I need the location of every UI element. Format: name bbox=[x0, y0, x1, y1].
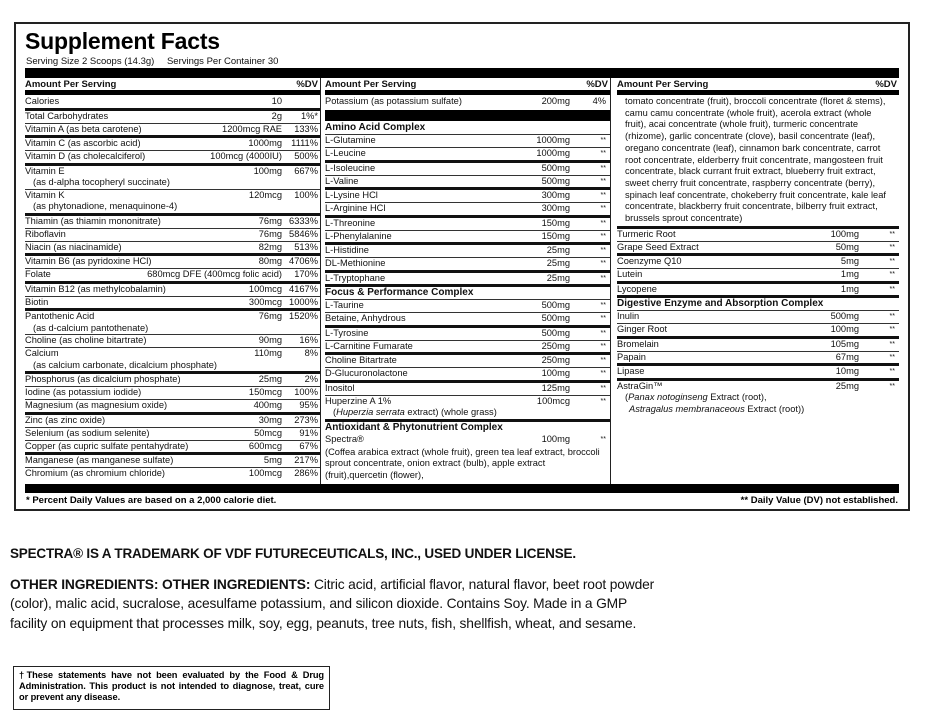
nutrient-amount: 25mg bbox=[546, 258, 570, 268]
footnote-dv-not-established: ** Daily Value (DV) not established. bbox=[740, 495, 898, 506]
nutrient-dv: 273% bbox=[294, 414, 318, 425]
latin-name: Huperzia serrata bbox=[336, 407, 405, 417]
nutrient-dv: 1520% bbox=[289, 311, 318, 321]
nutrient-amount: 1200mcg RAE bbox=[222, 123, 282, 134]
nutrient-name: D-Glucuronolactone bbox=[325, 368, 408, 378]
nutrient-dv: ** bbox=[889, 353, 895, 361]
nutrient-dv: 16% bbox=[299, 335, 318, 345]
nutrient-row bbox=[25, 166, 320, 190]
nutrient-dv: ** bbox=[600, 315, 606, 322]
other-ingredients-text: Citric acid, artificial flavor, natural flavor, beet root powder (color), malic acid, sucralose, acesulfame potassium, and silicon dioxide. Contains Soy. Made in a GMP facility on equipment that processes milk, soy, egg, peanuts, tree nuts, fish, shellfish, wheat, and sesame. bbox=[10, 577, 655, 631]
section-title-digestive: Digestive Enzyme and Absorption Complex bbox=[617, 298, 899, 311]
nutrient-amount: 50mg bbox=[835, 241, 859, 252]
nutrient-amount: 500mg bbox=[830, 311, 859, 322]
nutrient-row bbox=[25, 269, 320, 284]
nutrient-amount: 1000mg bbox=[248, 138, 282, 148]
nutrient-amount: 1000mg bbox=[536, 148, 570, 158]
nutrient-row bbox=[325, 383, 610, 396]
nutrient-name: Selenium (as sodium selenite) bbox=[25, 427, 150, 438]
nutrient-name: Vitamin C (as ascorbic acid) bbox=[25, 138, 141, 148]
nutrient-name: Huperzine A 1% bbox=[325, 395, 392, 406]
nutrient-row bbox=[617, 256, 899, 269]
nutrient-dv: 5846% bbox=[289, 228, 318, 239]
nutrient-name: Inositol bbox=[325, 382, 355, 393]
nutrient-amount: 76mg bbox=[258, 215, 282, 226]
nutrient-dv: 500% bbox=[294, 151, 318, 161]
nutrient-source: (as phytonadione, menaquinone-4) bbox=[33, 201, 178, 211]
column-3 bbox=[611, 78, 899, 484]
nutrient-dv: ** bbox=[600, 164, 606, 172]
nutrient-row bbox=[617, 242, 899, 257]
section-rule bbox=[325, 110, 610, 121]
nutrient-dv: 170% bbox=[294, 269, 318, 279]
nutrient-name: Papain bbox=[617, 351, 646, 362]
nutrient-row bbox=[325, 135, 610, 148]
nutrient-row bbox=[325, 203, 610, 218]
nutrient-name: L-Leucine bbox=[325, 148, 366, 158]
panel-title: Supplement Facts bbox=[25, 28, 220, 54]
nutrient-name: Chromium (as chromium chloride) bbox=[25, 468, 166, 478]
nutrient-dv: ** bbox=[600, 150, 606, 157]
fda-disclaimer: †These statements have not been evaluated by the Food & Drug Administration. This product is not intended to diagnose, treat, cure or prevent any disease. bbox=[13, 666, 330, 710]
focus-rows bbox=[325, 300, 610, 396]
nutrient-name: Calcium bbox=[25, 348, 59, 358]
nutrient-row bbox=[617, 284, 899, 299]
nutrient-name: L-Lysine HCl bbox=[325, 190, 378, 200]
nutrient-row bbox=[25, 387, 320, 400]
nutrient-dv: ** bbox=[889, 285, 895, 293]
nutrient-name: L-Arginine HCl bbox=[325, 203, 386, 213]
nutrient-name: L-Carnitine Fumarate bbox=[325, 340, 413, 351]
serving-size: Serving Size 2 Scoops (14.3g) bbox=[26, 56, 155, 67]
nutrient-amount: 300mcg bbox=[248, 296, 282, 307]
nutrient-row bbox=[325, 218, 610, 231]
nutrient-row bbox=[325, 258, 610, 273]
nutrient-amount: 150mcg bbox=[248, 387, 282, 397]
nutrient-name: Spectra® bbox=[325, 433, 364, 444]
nutrient-amount: 100mg bbox=[830, 324, 859, 335]
nutrient-amount: 10 bbox=[271, 96, 282, 106]
section-title-amino: Amino Acid Complex bbox=[325, 122, 610, 135]
nutrient-row bbox=[617, 339, 899, 352]
nutrient-name: Folate bbox=[25, 269, 51, 279]
nutrient-name: AstraGin™ bbox=[617, 380, 663, 391]
nutrient-name: L-Threonine bbox=[325, 217, 376, 228]
nutrient-row bbox=[25, 138, 320, 151]
nutrient-amount: 150mg bbox=[541, 217, 570, 228]
nutrient-row bbox=[25, 348, 320, 374]
nutrient-row bbox=[25, 229, 320, 242]
nutrient-amount: 500mg bbox=[541, 175, 570, 186]
nutrient-dv: ** bbox=[600, 397, 606, 405]
nutrient-amount: 400mg bbox=[253, 400, 282, 410]
nutrient-dv: ** bbox=[889, 243, 895, 251]
nutrient-name: Inulin bbox=[617, 311, 640, 322]
nutrient-amount: 10mg bbox=[835, 366, 859, 377]
nutrient-name: L-Taurine bbox=[325, 300, 364, 310]
nutrient-amount: 100mcg bbox=[536, 395, 570, 406]
nutrient-row bbox=[25, 111, 320, 124]
nutrient-name: L-Valine bbox=[325, 175, 359, 186]
nutrient-amount: 82mg bbox=[258, 241, 282, 252]
nutrient-amount: 300mg bbox=[541, 203, 570, 213]
nutrient-amount: 76mg bbox=[258, 228, 282, 239]
nutrient-row bbox=[25, 335, 320, 348]
nutrient-name: Lycopene bbox=[617, 283, 657, 294]
nutrient-dv: 6333% bbox=[289, 215, 318, 226]
nutrient-name: Turmeric Root bbox=[617, 228, 676, 239]
nutrient-amount: 1mg bbox=[840, 269, 859, 280]
nutrient-row bbox=[25, 256, 320, 269]
nutrient-row bbox=[325, 245, 610, 258]
nutrient-source: (as calcium carbonate, dicalcium phosphate) bbox=[33, 359, 217, 370]
nutrient-dv: ** bbox=[889, 340, 895, 348]
nutrient-dv: ** bbox=[889, 382, 895, 390]
nutrient-dv: ** bbox=[600, 370, 606, 377]
header-dv: %DV bbox=[296, 79, 318, 90]
nutrient-row-spectra bbox=[325, 434, 610, 447]
nutrient-amount: 100mcg (4000IU) bbox=[210, 151, 282, 161]
nutrient-amount: 5mg bbox=[840, 256, 859, 267]
nutrient-row bbox=[325, 176, 610, 191]
header-dv: %DV bbox=[875, 79, 897, 90]
nutrient-name: Choline Bitartrate bbox=[325, 355, 397, 365]
nutrient-dv: 1%* bbox=[300, 110, 318, 121]
nutrient-row bbox=[617, 366, 899, 381]
nutrient-amount: 25mg bbox=[835, 380, 859, 391]
nutrient-dv: 4706% bbox=[289, 256, 318, 266]
nutrient-row bbox=[25, 190, 320, 216]
nutrient-amount: 105mg bbox=[830, 338, 859, 349]
nutrient-amount: 125mg bbox=[541, 382, 570, 393]
nutrient-row bbox=[325, 231, 610, 246]
other-ingredients-label: OTHER INGREDIENTS: OTHER INGREDIENTS: bbox=[10, 577, 311, 592]
nutrient-source: (Panax notoginseng Extract (root), bbox=[625, 392, 767, 403]
nutrient-name: Vitamin D (as cholecalciferol) bbox=[25, 151, 146, 161]
nutrient-dv: ** bbox=[600, 260, 606, 267]
nutrient-name: Riboflavin bbox=[25, 228, 66, 239]
spectra-ingredients: (Coffea arabica extract (whole fruit), green tea leaf extract, broccoli sprout concentrate, onion extract (bulb), apple extract (fruit),quercetin (flower), bbox=[325, 446, 600, 480]
nutrient-name: Betaine, Anhydrous bbox=[325, 313, 406, 323]
nutrient-amount: 150mg bbox=[541, 230, 570, 241]
nutrient-name: Vitamin B12 (as methylcobalamin) bbox=[25, 283, 166, 294]
nutrient-dv: ** bbox=[600, 357, 606, 364]
nutrient-name: Magnesium (as magnesium oxide) bbox=[25, 400, 168, 410]
nutrient-name: Manganese (as manganese sulfate) bbox=[25, 455, 174, 465]
nutrient-amount: 90mg bbox=[258, 335, 282, 345]
nutrient-name: L-Histidine bbox=[325, 245, 369, 255]
nutrient-amount: 120mcg bbox=[248, 189, 282, 200]
nutrient-amount: 76mg bbox=[258, 311, 282, 321]
nutrient-row bbox=[325, 355, 610, 368]
column-header bbox=[25, 78, 320, 95]
nutrient-name: Lipase bbox=[617, 366, 645, 377]
nutrient-row bbox=[617, 324, 899, 339]
nutrient-dv: 286% bbox=[294, 468, 318, 478]
nutrient-dv: 67% bbox=[299, 440, 318, 451]
nutrient-row bbox=[25, 415, 320, 428]
nutrient-name: Zinc (as zinc oxide) bbox=[25, 414, 106, 425]
nutrient-name: Total Carbohydrates bbox=[25, 110, 109, 121]
nutrient-dv: ** bbox=[600, 192, 606, 199]
nutrient-name: L-Isoleucine bbox=[325, 162, 376, 173]
nutrient-dv: 95% bbox=[299, 400, 318, 410]
nutrient-dv: ** bbox=[600, 274, 606, 282]
nutrient-row bbox=[25, 468, 320, 481]
nutrient-amount: 100mcg bbox=[248, 283, 282, 294]
nutrient-row bbox=[325, 190, 610, 203]
spectra-ingredients-continued: tomato concentrate (fruit), broccoli concentrate (floret & stems), camu camu concentrate (whole fruit), acerola extract (whole fruit), acai concentrate (whole fruit), turmeric concentrate (rhizome), garlic concentrate (clove), basil concentrate (leaf), oregano concentrate (leaf), cinnamon bark concentrate, carrot root concentrate, elderberry fruit concentrate, mangosteen fruit concentrate, black currant fruit extract, blueberry fruit extract, sweet cherry fruit concentrate, raspberry concentrate (berry), spinach leaf concentrate, chokeberry fruit concentrate, kale leaf concentrate, blackberry fruit concentrate, bilberry fruit extract, brussels sprout concentrate) bbox=[617, 96, 899, 229]
nutrient-dv: 4167% bbox=[289, 283, 318, 294]
nutrient-amount: 100mg bbox=[541, 433, 570, 444]
nutrient-dv: 4% bbox=[592, 96, 606, 106]
column-1 bbox=[25, 78, 321, 484]
nutrient-dv: 217% bbox=[294, 455, 318, 465]
amino-rows bbox=[325, 135, 610, 287]
nutrient-row bbox=[25, 455, 320, 468]
header-amount: Amount Per Serving bbox=[617, 79, 709, 90]
nutrient-name: L-Phenylalanine bbox=[325, 230, 392, 241]
nutrient-name: Grape Seed Extract bbox=[617, 241, 699, 252]
nutrient-dv: 100% bbox=[294, 387, 318, 397]
nutrient-row bbox=[325, 148, 610, 163]
digestive-rows bbox=[617, 311, 899, 381]
nutrient-row bbox=[25, 151, 320, 166]
nutrient-name: Potassium (as potassium sulfate) bbox=[325, 96, 462, 106]
nutrient-amount: 100mcg bbox=[248, 468, 282, 478]
nutrient-dv: 1000% bbox=[289, 296, 318, 307]
nutrient-name: Iodine (as potassium iodide) bbox=[25, 387, 142, 397]
nutrient-name: Calories bbox=[25, 96, 60, 106]
nutrient-row bbox=[325, 328, 610, 341]
nutrient-amount: 80mg bbox=[258, 256, 282, 266]
bottom-rule bbox=[25, 484, 899, 493]
nutrient-amount: 600mcg bbox=[248, 440, 282, 451]
nutrient-name: Coenzyme Q10 bbox=[617, 256, 682, 267]
nutrient-dv: ** bbox=[600, 342, 606, 350]
nutrient-amount: 250mg bbox=[541, 340, 570, 351]
nutrient-name: Lutein bbox=[617, 269, 643, 280]
nutrient-row bbox=[25, 297, 320, 312]
nutrient-amount: 500mg bbox=[541, 313, 570, 323]
nutrient-row bbox=[617, 269, 899, 284]
nutrient-name: Vitamin B6 (as pyridoxine HCl) bbox=[25, 256, 152, 266]
nutrient-name: Phosphorus (as dicalcium phosphate) bbox=[25, 374, 181, 384]
nutrient-name: Pantothenic Acid bbox=[25, 311, 95, 321]
nutrient-name: Vitamin A (as beta carotene) bbox=[25, 123, 142, 134]
nutrient-name: Thiamin (as thiamin mononitrate) bbox=[25, 215, 161, 226]
other-ingredients bbox=[10, 575, 655, 633]
section-title-focus: Focus & Performance Complex bbox=[325, 287, 610, 300]
nutrient-dv: ** bbox=[600, 177, 606, 185]
nutrient-dv: 100% bbox=[294, 189, 318, 200]
nutrient-row bbox=[25, 124, 320, 139]
nutrient-amount: 500mg bbox=[541, 162, 570, 173]
nutrient-name: Ginger Root bbox=[617, 324, 668, 335]
nutrient-row bbox=[25, 242, 320, 257]
column-header bbox=[325, 78, 610, 95]
header-amount: Amount Per Serving bbox=[325, 79, 417, 90]
nutrient-row bbox=[25, 441, 320, 456]
nutrient-dv: 133% bbox=[294, 123, 318, 134]
nutrient-dv: 513% bbox=[294, 241, 318, 252]
nutrient-row bbox=[325, 313, 610, 328]
nutrient-dv: ** bbox=[600, 247, 606, 254]
nutrient-amount: 300mg bbox=[541, 190, 570, 200]
nutrient-name: L-Tryptophane bbox=[325, 272, 386, 283]
nutrient-dv: ** bbox=[889, 368, 895, 376]
nutrient-dv: ** bbox=[600, 205, 606, 212]
column-3-rows bbox=[617, 229, 899, 299]
nutrient-amount: 500mg bbox=[541, 300, 570, 310]
nutrient-amount: 50mcg bbox=[254, 427, 282, 438]
nutrient-name: Choline (as choline bitartrate) bbox=[25, 335, 147, 345]
header-amount: Amount Per Serving bbox=[25, 79, 117, 90]
nutrient-source: Astragalus membranaceous Extract (root)) bbox=[629, 403, 805, 414]
nutrient-row bbox=[25, 311, 320, 335]
column-header bbox=[617, 78, 899, 95]
nutrient-amount: 100mg bbox=[830, 228, 859, 239]
nutrient-row bbox=[325, 341, 610, 356]
nutrient-row bbox=[25, 96, 320, 111]
nutrient-name: DL-Methionine bbox=[325, 258, 386, 268]
nutrient-name: L-Glutamine bbox=[325, 135, 376, 145]
nutrient-dv: ** bbox=[600, 384, 606, 392]
servings-per-container: Servings Per Container 30 bbox=[166, 56, 279, 67]
trademark-notice: SPECTRA® IS A TRADEMARK OF VDF FUTURECEUTICALS, INC., USED UNDER LICENSE. bbox=[10, 546, 576, 561]
nutrient-source: (as d-alpha tocopheryl succinate) bbox=[33, 177, 170, 187]
nutrient-row bbox=[617, 229, 899, 242]
nutrient-amount: 250mg bbox=[541, 355, 570, 365]
nutrient-amount: 1000mg bbox=[536, 135, 570, 145]
nutrient-dv: ** bbox=[600, 219, 606, 227]
nutrient-amount: 5mg bbox=[263, 455, 282, 465]
nutrient-name: Niacin (as niacinamide) bbox=[25, 241, 122, 252]
nutrient-row bbox=[25, 374, 320, 387]
nutrient-name: Copper (as cupric sulfate pentahydrate) bbox=[25, 440, 189, 451]
nutrient-name: Bromelain bbox=[617, 338, 659, 349]
nutrient-name: Vitamin E bbox=[25, 165, 65, 176]
nutrient-dv: ** bbox=[889, 313, 895, 321]
nutrient-row-astragin bbox=[617, 381, 899, 416]
nutrient-row bbox=[325, 273, 610, 288]
nutrient-dv: 91% bbox=[299, 427, 318, 438]
nutrient-row-potassium bbox=[325, 96, 610, 109]
nutrient-row bbox=[617, 352, 899, 367]
nutrient-amount: 2g bbox=[271, 110, 282, 121]
nutrient-amount: 25mg bbox=[546, 245, 570, 255]
footnote-daily-values: * Percent Daily Values are based on a 2,000 calorie diet. bbox=[26, 495, 277, 506]
nutrient-name: Vitamin K bbox=[25, 189, 65, 200]
nutrient-dv: ** bbox=[889, 230, 895, 238]
nutrient-dv: ** bbox=[600, 435, 606, 443]
nutrient-row bbox=[25, 428, 320, 441]
supplement-facts-panel bbox=[14, 22, 910, 511]
nutrient-name: Biotin bbox=[25, 296, 49, 307]
nutrient-dv: ** bbox=[600, 329, 606, 337]
column-1-rows bbox=[25, 96, 320, 481]
nutrient-amount: 680mcg DFE (400mcg folic acid) bbox=[147, 269, 282, 279]
nutrient-row bbox=[25, 284, 320, 297]
nutrient-source: (as d-calcium pantothenate) bbox=[33, 322, 149, 333]
nutrient-dv: ** bbox=[889, 258, 895, 266]
top-rule bbox=[25, 68, 899, 78]
nutrient-dv: ** bbox=[889, 326, 895, 334]
nutrient-row bbox=[25, 216, 320, 229]
nutrient-amount: 25mg bbox=[258, 374, 282, 384]
nutrient-row-huperzine bbox=[325, 396, 610, 422]
nutrient-dv: ** bbox=[600, 137, 606, 144]
nutrient-dv: 667% bbox=[294, 165, 318, 176]
nutrient-row bbox=[325, 368, 610, 383]
nutrient-dv: 2% bbox=[304, 374, 318, 384]
nutrient-amount: 500mg bbox=[541, 327, 570, 338]
nutrient-row bbox=[325, 163, 610, 176]
section-title-antioxidant: Antioxidant & Phytonutrient Complex bbox=[325, 421, 503, 433]
nutrient-dv: 1111% bbox=[291, 138, 318, 148]
nutrient-amount: 100mg bbox=[541, 368, 570, 378]
nutrient-amount: 30mg bbox=[258, 414, 282, 425]
nutrient-amount: 67mg bbox=[835, 351, 859, 362]
nutrient-source: (Huperzia serrata extract) (whole grass) bbox=[333, 407, 497, 417]
nutrient-dv: 8% bbox=[304, 348, 318, 358]
header-dv: %DV bbox=[586, 79, 608, 90]
nutrient-amount: 110mg bbox=[254, 348, 282, 358]
nutrient-amount: 100mg bbox=[253, 165, 282, 176]
nutrient-row bbox=[25, 400, 320, 415]
nutrient-dv: ** bbox=[600, 232, 606, 240]
nutrient-amount: 200mg bbox=[541, 96, 570, 106]
nutrient-dv: ** bbox=[600, 302, 606, 309]
nutrient-row bbox=[325, 300, 610, 313]
nutrient-amount: 1mg bbox=[840, 283, 859, 294]
column-2 bbox=[321, 78, 611, 484]
serving-info bbox=[26, 56, 278, 67]
nutrient-row bbox=[617, 311, 899, 324]
nutrient-name: L-Tyrosine bbox=[325, 327, 369, 338]
nutrient-amount: 25mg bbox=[546, 272, 570, 283]
nutrient-dv: ** bbox=[889, 271, 895, 279]
